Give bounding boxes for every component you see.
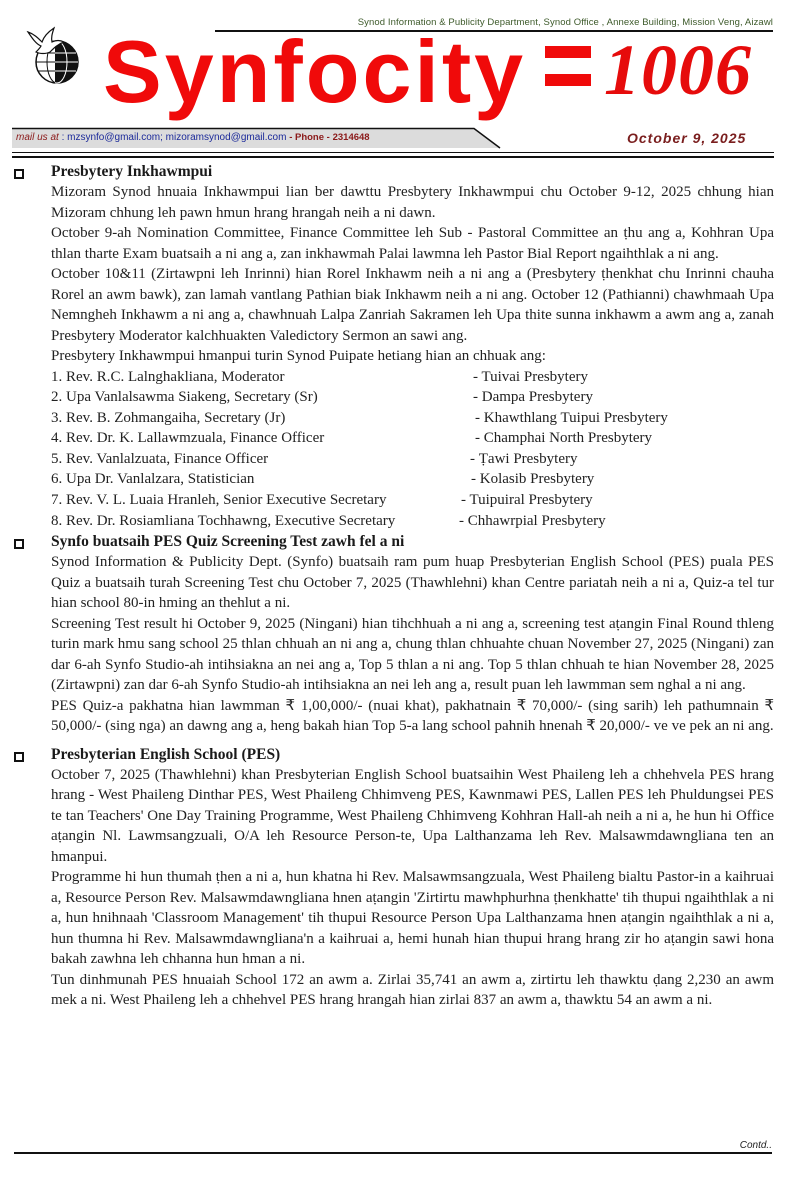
- contact-bar: [12, 127, 502, 149]
- header-rule-thick: [12, 156, 774, 158]
- paragraph: Tun dinhmunah PES hnuaiah School 172 an awm a. Zirlai 35,741 an awm a, zirtirtu leh thawktu ḍang 2,230 an awm mek a ni. West Phaileng leh a chhehvel PES hrang hrangah hian zirlai 837 an awm a, thawktu 54 an awm a ni.: [51, 971, 774, 1009]
- delegate-name: 1. Rev. R.C. Lalnghakliana, Moderator: [51, 368, 285, 385]
- square-bullet-icon: [14, 752, 24, 762]
- masthead-title: Synfocity: [103, 22, 527, 121]
- section-title: Synfo buatsaih PES Quiz Screening Test zawh fel a ni: [51, 533, 405, 551]
- paragraph: Mizoram Synod hnuaia Inkhawmpui lian ber dawttu Presbytery Inkhawmpui chu October 9-12, 2025 chhung hian Mizoram chhung leh pawn hmun hrang hrangah neih a ni dawn.: [51, 184, 774, 221]
- paragraph: October 7, 2025 (Thawhlehni) khan Presbyterian English School buatsaihin West Phaileng leh a chhehvela PES hrang hrang - West Phaileng Dinthar PES, West Phaileng Chhimveng PES, Kawnmawi PES, Lallen PES leh Phuldungsei PES te tan Teachers' One Day Training Programme, West Phaileng Chhimveng Kohhran Hall-ah neih a ni a, he hun hi Office aṭangin Nl. Lawmsangzuali, O/A leh Resource Person-te, Upa Lalthanzama leh Rev. Malsawmdawngliana ten an hmanpui.: [51, 766, 774, 865]
- paragraph: October 9-ah Nomination Committee, Finance Committee leh Sub - Pastoral Committee an ṭhu ang a, Kohhran Upa thlan tharte Exam buatsaih a ni ang a, zan inkhawmah Palai lawmna leh Pastor Bial Report ngaihthlak a ni ang.: [51, 225, 774, 262]
- contact-separator: :: [61, 132, 65, 143]
- continued-label: Contd..: [739, 1140, 772, 1151]
- section-presbytery-inkhawmpui: [14, 162, 774, 531]
- square-bullet-icon: [14, 539, 24, 549]
- delegate-presbytery: - Tuivai Presbytery: [473, 368, 589, 385]
- list-item: [51, 490, 774, 511]
- section-pes-quiz-screening: [14, 532, 774, 737]
- footer-rule: [14, 1152, 772, 1154]
- contact-line: [16, 132, 370, 143]
- paragraph: PES Quiz-a pakhatna hian lawmman ₹ 1,00,000/- (nuai khat), pakhatnain ₹ 70,000/- (sing sarih) leh pathumnain ₹ 50,000/- (sing nga) an dawng ang a, heng bakah hian Top 5-a lang school pahnih hnenah ₹ 20,000/- ve ve pek an ni ang.: [51, 697, 774, 735]
- delegate-name: 6. Upa Dr. Vanlalzara, Statistician: [51, 471, 255, 488]
- issue-number: 1006: [604, 30, 752, 110]
- paragraph: Presbytery Inkhawmpui hmanpui turin Synod Puipate hetiang hian an chhuak ang:: [51, 348, 546, 364]
- section-presbyterian-english-school: [14, 745, 774, 1011]
- phone-label: - Phone -: [289, 132, 330, 143]
- delegate-name: 3. Rev. B. Zohmangaiha, Secretary (Jr): [51, 409, 286, 426]
- delegate-name: 8. Rev. Dr. Rosiamliana Tochhawng, Executive Secretary: [51, 512, 396, 529]
- delegate-presbytery: - Tuipuiral Presbytery: [461, 492, 593, 509]
- list-item: [51, 367, 774, 388]
- email-link-synod[interactable]: mizoramsynod@gmail.com: [165, 132, 287, 143]
- issue-date: October 9, 2025: [627, 130, 747, 146]
- equals-bar-top: [545, 46, 591, 58]
- section-title: Presbyterian English School (PES): [51, 745, 281, 763]
- delegate-presbytery: - Dampa Presbytery: [473, 389, 593, 406]
- delegate-presbytery: - Chhawrpial Presbytery: [459, 512, 606, 529]
- paragraph: Programme hi hun thumah ṭhen a ni a, hun khatna hi Rev. Malsawmsangzuala, West Phaileng bialtu Pastor-in a kaihruai a, Resource Person Rev. Malsawmdawngliana hnen aṭangin 'Zirtirtu mawhphurhna ṭhenkhatte' tih thupui ngaihthlak a ni a, hun hnihnaah 'Classroom Management' tih thupui Resource Person Upa Lalthanzama hnen aṭangin ngaihthlak a ni a, hun thumna hi Rev. Malsawmdawngliana'n a kaihruai a, hemi hunah hian thupui hrang hrang zir ho aṭangin sawi hona bakah zawhna leh chhanna hun hman a ni.: [51, 869, 774, 968]
- header-rule-thin: [12, 152, 774, 153]
- article-content: [14, 160, 774, 1011]
- department-line: Synod Information & Publicity Department, Synod Office , Annexe Building, Mission Veng, Aizawl: [357, 17, 773, 28]
- paragraph: Screening Test result hi October 9, 2025 (Ningani) hian tihchhuah a ni ang a, screening test aṭangin Final Round thleng turin mark hmu sang school 25 thlan chhuah an ni ang a, chung thlan chhuahte chuan November 27, 2025 (Ningani) zan dar 6-ah Synfo Studio-ah intihsiakna an nei ang a, Top 5 thlan a ni ang. Top 5 thlan chhuah te hian November 28, 2025 (Zirtawpni) zan dar 6-ah Synfo Studio-ah intihsiakna an nei leh ang a, result puan leh lawmman sem nghal a ni ang.: [51, 615, 774, 694]
- list-item: [51, 469, 774, 490]
- delegate-name: 7. Rev. V. L. Luaia Hranleh, Senior Executive Secretary: [51, 492, 387, 509]
- equals-bar-bottom: [545, 74, 591, 86]
- mail-label: mail us at: [16, 132, 59, 143]
- delegate-presbytery: - Kolasib Presbytery: [471, 471, 595, 488]
- email-link-synfo[interactable]: mzsynfo@gmail.com;: [67, 132, 163, 143]
- section-title: Presbytery Inkhawmpui: [51, 163, 213, 180]
- list-item: [51, 387, 774, 408]
- delegate-name: 4. Rev. Dr. K. Lallawmzuala, Finance Officer: [51, 430, 325, 447]
- list-item: [51, 408, 774, 429]
- square-bullet-icon: [14, 169, 24, 179]
- synod-delegates-list: [51, 367, 774, 532]
- delegate-presbytery: - Khawthlang Tuipui Presbytery: [475, 409, 668, 426]
- delegate-presbytery: - Ṭawi Presbytery: [470, 450, 578, 467]
- list-item: [51, 511, 774, 532]
- list-item: [51, 449, 774, 470]
- list-item: [51, 428, 774, 449]
- phone-number: 2314648: [332, 132, 370, 143]
- paragraph: Synod Information & Publicity Dept. (Synfo) buatsaih ram pum huap Presbyterian English School (PES) puala PES Quiz a buatsaih turah Screening Test chu October 7, 2025 (Thawhlehni) khan Centre pariatah neih a ni a, Quiz-a tel tur hian school 80-in hming an thehlut a ni.: [51, 554, 774, 612]
- paragraph: October 10&11 (Zirtawpni leh Inrinni) hian Rorel Inkhawm neih a ni ang a (Presbytery ṭhenkhat chu Inrinni chauha Rorel an awm bawk), zan lamah vantlang Pathian biak Inkhawm neih a ni ang. October 12 (Pathianni) chawhmaah Upa Nemngheh Inkhawm a ni ang a, chawhnuah Lalpa Zanriah Sakramen leh Upa thite sunna inkhawm a awm ang a, zanah Presbytery Moderator kalchhuakten Valedictory Sermon an sawi ang.: [51, 266, 774, 344]
- delegate-presbytery: - Champhai North Presbytery: [475, 430, 653, 447]
- delegate-name: 2. Upa Vanlalsawma Siakeng, Secretary (Sr): [51, 389, 318, 406]
- dove-globe-logo-icon: [24, 24, 86, 86]
- delegate-name: 5. Rev. Vanlalzuata, Finance Officer: [51, 450, 269, 467]
